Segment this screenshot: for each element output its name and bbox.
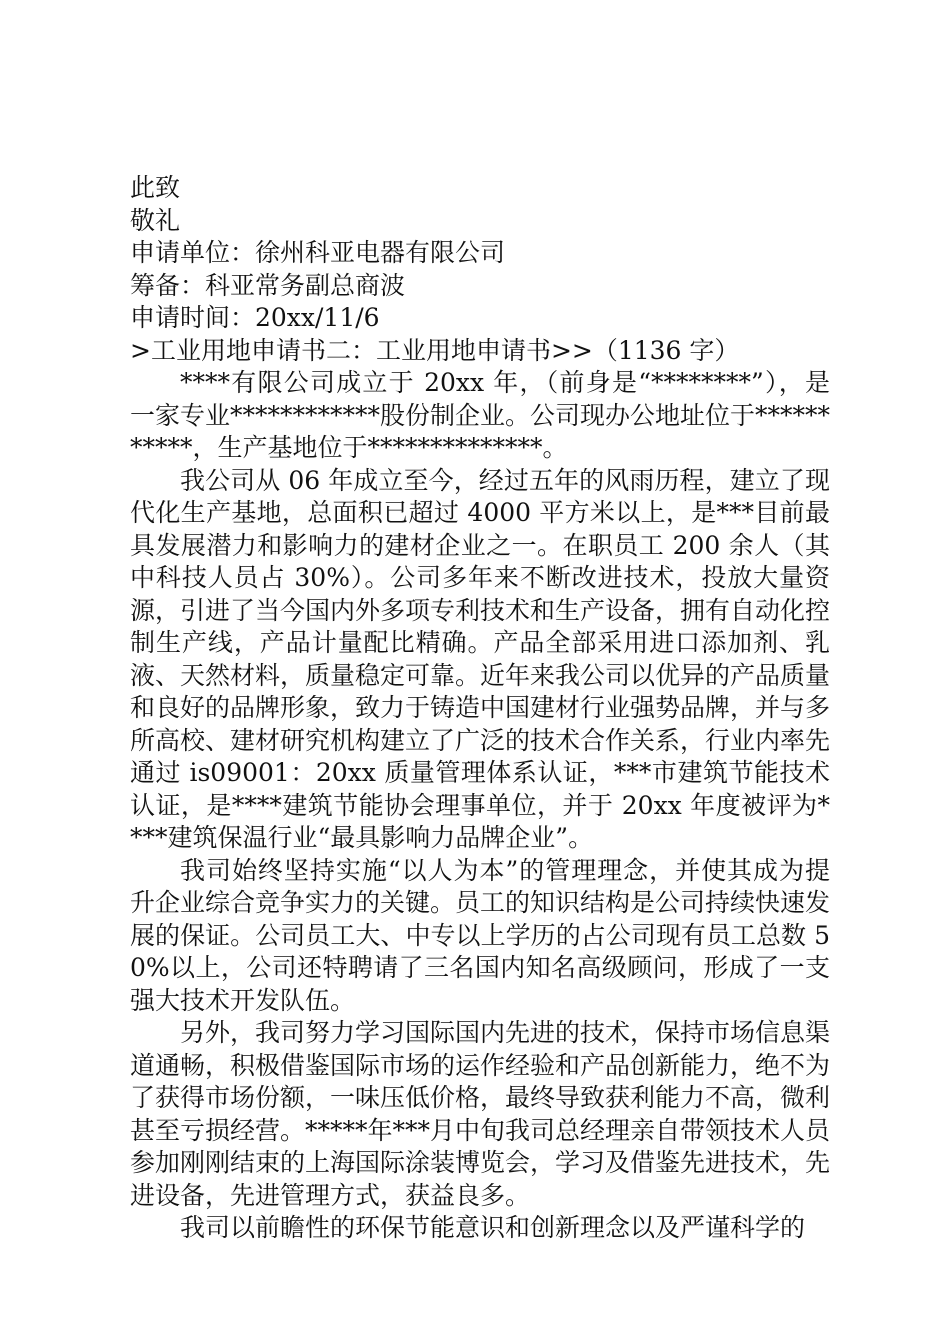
paragraph-company-intro: ****有限公司成立于 20xx 年，（前身是“********”），是一家专业************股份制企业。公司现办公地址位于***********，生产基地位于**************。 bbox=[130, 368, 831, 462]
paragraph-learning: 另外，我司努力学习国际国内先进的技术，保持市场信息渠道通畅，积极借鉴国际市场的运作经验和产品创新能力，绝不为了获得市场份额，一味压低价格，最终导致获利能力不高，微利甚至亏损经营。*****年***月中旬我司总经理亲自带领技术人员参加刚刚结束的上海国际涂装博览会，学习及借鉴先进技术，先进设备，先进管理方式，获益良多。 bbox=[130, 1018, 831, 1210]
applicant-unit: 申请单位：徐州科亚电器有限公司 bbox=[130, 238, 506, 267]
paragraph-management: 我司始终坚持实施“以人为本”的管理理念，并使其成为提升企业综合竞争实力的关键。员工的知识结构是公司持续快速发展的保证。公司员工大、中专以上学历的占公司现有员工总数 50%以上，公司还特聘请了三名国内知名高级顾问，形成了一支强大技术开发队伍。 bbox=[130, 855, 831, 1015]
closing-salutation: 此致 bbox=[130, 173, 181, 202]
paragraph-development: 我公司从 06 年成立至今，经过五年的风雨历程，建立了现代化生产基地，总面积已超过 4000 平方米以上，是***目前最具发展潜力和影响力的建材企业之一。在职员工 200 余人（其中科技人员占 30%）。公司多年来不断改进技术，投放大量资源，引进了当今国内外多项专利技术和生产设备，拥有自动化控制生产线，产品计量配比精确。产品全部采用进口添加剂、乳液、天然材料，质量稳定可靠。近年来我公司以优异的产品质量和良好的品牌形象，致力于铸造中国建材行业强势品牌，并与多所高校、建材研究机构建立了广泛的技术合作关系，行业内率先通过 is09001：20xx 质量管理体系认证，***市建筑节能技术认证，是****建筑节能协会理事单位，并于 20xx 年度被评为****建筑保温行业“最具影响力品牌企业”。 bbox=[130, 465, 831, 852]
paragraph-environmental: 我司以前瞻性的环保节能意识和创新理念以及严谨科学的 bbox=[180, 1213, 806, 1242]
closing-regards: 敬礼 bbox=[130, 205, 181, 235]
application-date: 申请时间：20xx/11/6 bbox=[130, 303, 380, 332]
section-heading-link[interactable]: >工业用地申请书二：工业用地申请书>>（1136 字） bbox=[130, 335, 740, 365]
document-body bbox=[130, 172, 830, 1245]
preparer: 筹备：科亚常务副总商波 bbox=[130, 270, 406, 300]
